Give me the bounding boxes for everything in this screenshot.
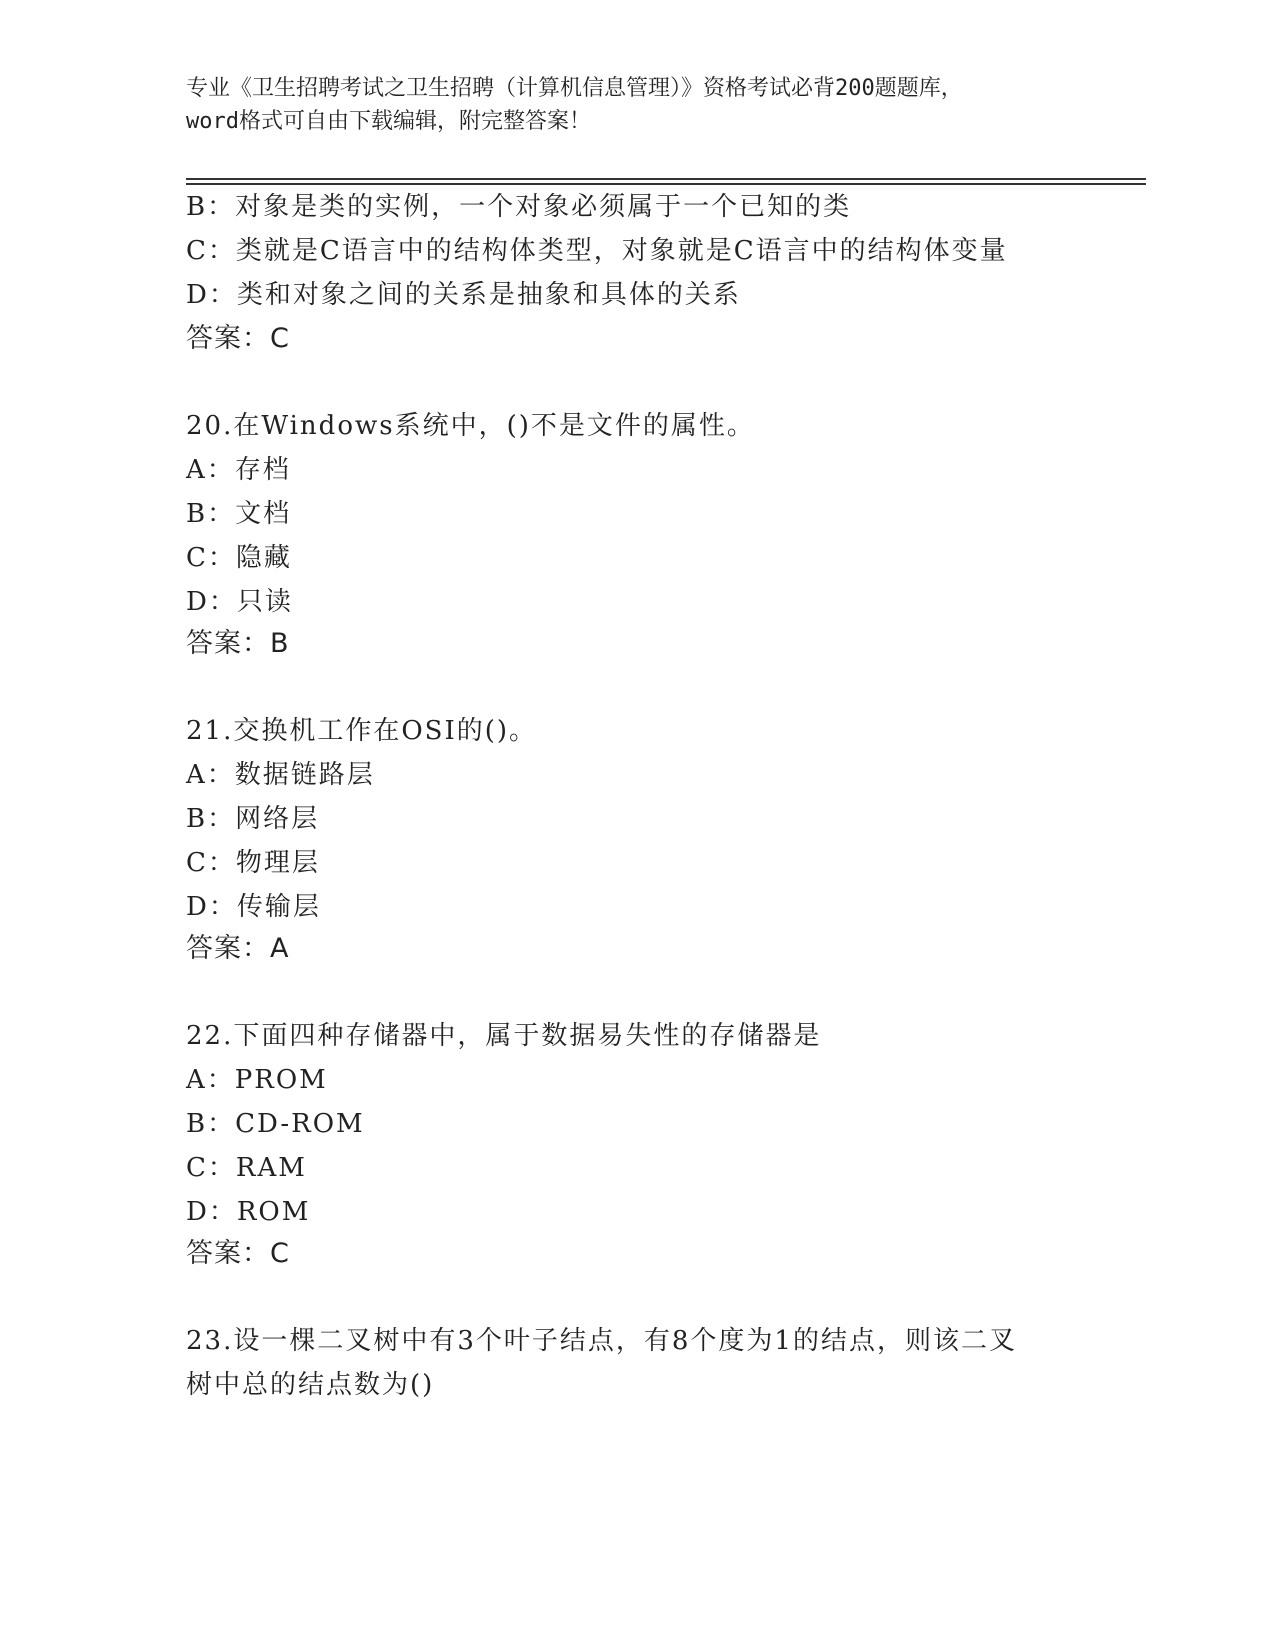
- option-c: C：物理层: [186, 848, 320, 878]
- document-header: [186, 72, 1086, 138]
- option-a: A：数据链路层: [186, 760, 375, 790]
- question-text-continued: 树中总的结点数为(): [186, 1370, 435, 1400]
- question-text: 22.下面四种存储器中，属于数据易失性的存储器是: [186, 1021, 822, 1051]
- option-d: D：类和对象之间的关系是抽象和具体的关系: [186, 280, 741, 310]
- header-title-line: 专业《卫生招聘考试之卫生招聘（计算机信息管理）》资格考试必背200题题库，: [186, 76, 963, 101]
- header-divider-top: [186, 178, 1146, 180]
- option-c: C：类就是C语言中的结构体类型，对象就是C语言中的结构体变量: [186, 236, 1008, 266]
- option-b: B：对象是类的实例，一个对象必须属于一个已知的类: [186, 192, 852, 222]
- option-d: D：只读: [186, 587, 293, 617]
- option-d: D：ROM: [186, 1197, 311, 1227]
- option-b: B：网络层: [186, 804, 320, 834]
- question-text: 23.设一棵二叉树中有3个叶子结点，有8个度为1的结点，则该二叉: [186, 1326, 1017, 1356]
- option-b: B：CD-ROM: [186, 1109, 365, 1139]
- answer-label: 答案：B: [186, 628, 290, 659]
- option-c: C：RAM: [186, 1153, 307, 1183]
- option-b: B：文档: [186, 499, 292, 529]
- question-text: 20.在Windows系统中，()不是文件的属性。: [186, 411, 755, 441]
- option-c: C：隐藏: [186, 543, 292, 573]
- header-subtitle-line: word格式可自由下载编辑，附完整答案！: [186, 109, 591, 134]
- header-divider-bottom: [186, 183, 1146, 185]
- option-a: A：PROM: [186, 1065, 328, 1095]
- answer-label: 答案：C: [186, 323, 290, 354]
- question-text: 21.交换机工作在OSI的()。: [186, 716, 538, 746]
- option-a: A：存档: [186, 455, 291, 485]
- answer-label: 答案：A: [186, 933, 290, 964]
- answer-label: 答案：C: [186, 1238, 290, 1269]
- option-d: D：传输层: [186, 892, 321, 922]
